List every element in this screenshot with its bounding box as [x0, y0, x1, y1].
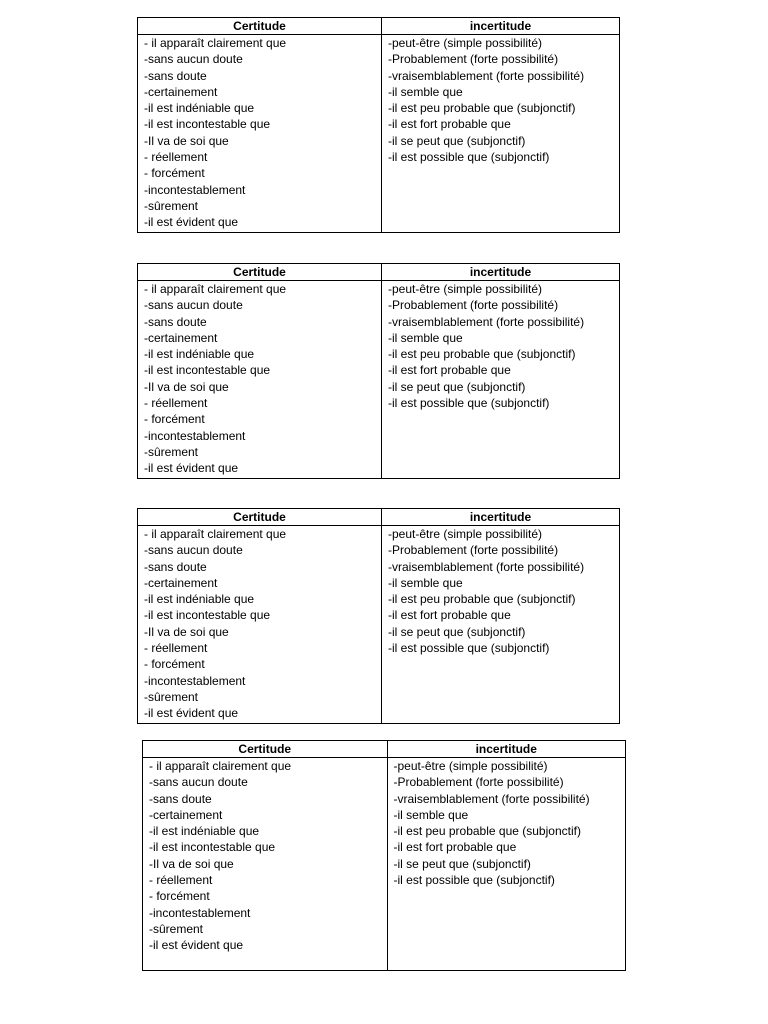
- list-item: -incontestablement: [144, 428, 246, 443]
- list-item: -il semble que: [388, 575, 463, 590]
- list-item: -incontestablement: [144, 673, 246, 688]
- list-item: -incontestablement: [144, 182, 246, 197]
- list-item: -vraisemblablement (forte possibilité): [388, 68, 585, 83]
- content-row: [138, 35, 620, 233]
- list-item: -Probablement (forte possibilité): [388, 52, 559, 67]
- list-item: -Probablement (forte possibilité): [393, 775, 564, 790]
- incertitude-cell: [387, 758, 626, 971]
- list-item: - il apparaît clairement que: [144, 282, 287, 296]
- list-item: -il est peu probable que (subjonctif): [393, 824, 581, 839]
- certitude-table-4: [142, 740, 626, 971]
- list-item: -incontestablement: [149, 905, 251, 920]
- list-item: -il est peu probable que (subjonctif): [388, 592, 576, 607]
- incertitude-cell: [382, 35, 620, 233]
- incertitude-list: [388, 526, 613, 656]
- list-item: -Il va de soi que: [144, 133, 229, 148]
- list-item: -sûrement: [144, 198, 199, 213]
- header-row: [138, 509, 620, 526]
- list-item: -Il va de soi que: [149, 856, 234, 871]
- list-item: -il est incontestable que: [144, 363, 271, 378]
- list-item: -peut-être (simple possibilité): [388, 527, 543, 541]
- header-incertitude: incertitude: [382, 509, 620, 526]
- header-row: [138, 264, 620, 281]
- list-item: -sans doute: [144, 314, 207, 329]
- header-certitude: Certitude: [138, 264, 382, 281]
- certitude-list: [144, 35, 375, 231]
- list-item: -il est fort probable que: [388, 117, 511, 132]
- list-item: -peut-être (simple possibilité): [388, 36, 543, 50]
- list-item: - forcément: [144, 412, 205, 427]
- certitude-table-3: [137, 508, 620, 724]
- list-item: -vraisemblablement (forte possibilité): [388, 314, 585, 329]
- list-item: -sans aucun doute: [144, 52, 243, 67]
- list-item: -il est indéniable que: [149, 824, 260, 839]
- list-item: -sans doute: [149, 791, 212, 806]
- header-incertitude: incertitude: [387, 741, 626, 758]
- header-incertitude: incertitude: [382, 264, 620, 281]
- list-item: -il est incontestable que: [144, 117, 271, 132]
- incertitude-cell: [382, 526, 620, 724]
- list-item: -il est peu probable que (subjonctif): [388, 347, 576, 362]
- certitude-list: [149, 758, 381, 954]
- list-item: -il semble que: [388, 84, 463, 99]
- list-item: -il est fort probable que: [388, 363, 511, 378]
- list-item: -sans doute: [144, 68, 207, 83]
- incertitude-list: [388, 35, 613, 165]
- incertitude-list: [394, 758, 620, 888]
- header-certitude: Certitude: [138, 509, 382, 526]
- incertitude-list: [388, 281, 613, 411]
- list-item: -certainement: [149, 807, 223, 822]
- list-item: -il semble que: [393, 807, 469, 822]
- certitude-cell: [138, 35, 382, 233]
- certitude-cell: [138, 281, 382, 479]
- list-item: - il apparaît clairement que: [149, 759, 292, 773]
- list-item: -certainement: [144, 84, 218, 99]
- list-item: -vraisemblablement (forte possibilité): [393, 791, 590, 806]
- header-row: [138, 18, 620, 35]
- incertitude-cell: [382, 281, 620, 479]
- list-item: - réellement: [144, 150, 208, 165]
- header-certitude: Certitude: [143, 741, 388, 758]
- list-item: -sûrement: [144, 689, 199, 704]
- list-item: -il est possible que (subjonctif): [388, 641, 550, 656]
- list-item: -il est peu probable que (subjonctif): [388, 101, 576, 116]
- list-item: -vraisemblablement (forte possibilité): [388, 559, 585, 574]
- content-row: [143, 758, 626, 971]
- certitude-list: [144, 281, 375, 477]
- list-item: - il apparaît clairement que: [144, 36, 287, 50]
- list-item: -il se peut que (subjonctif): [388, 379, 526, 394]
- list-item: -Il va de soi que: [144, 624, 229, 639]
- list-item: -Probablement (forte possibilité): [388, 543, 559, 558]
- header-certitude: Certitude: [138, 18, 382, 35]
- list-item: -il est indéniable que: [144, 592, 255, 607]
- list-item: -il se peut que (subjonctif): [393, 856, 531, 871]
- certitude-cell: [143, 758, 388, 971]
- list-item: -il est fort probable que: [388, 608, 511, 623]
- content-row: [138, 526, 620, 724]
- list-item: -il est fort probable que: [393, 840, 517, 855]
- list-item: -sûrement: [149, 921, 204, 936]
- certitude-table-1: [137, 17, 620, 233]
- list-item: -il se peut que (subjonctif): [388, 624, 526, 639]
- list-item: -il est évident que: [144, 215, 239, 230]
- list-item: -Probablement (forte possibilité): [388, 298, 559, 313]
- list-item: -il est indéniable que: [144, 347, 255, 362]
- list-item: -sans aucun doute: [144, 298, 243, 313]
- list-item: -il se peut que (subjonctif): [388, 133, 526, 148]
- list-item: - forcément: [144, 657, 205, 672]
- list-item: -il est possible que (subjonctif): [393, 873, 555, 888]
- list-item: - forcément: [144, 166, 205, 181]
- list-item: - il apparaît clairement que: [144, 527, 287, 541]
- header-row: [143, 741, 626, 758]
- list-item: -Il va de soi que: [144, 379, 229, 394]
- certitude-table-2: [137, 263, 620, 479]
- list-item: -il est incontestable que: [149, 840, 276, 855]
- list-item: -sans doute: [144, 559, 207, 574]
- list-item: -il est évident que: [144, 706, 239, 721]
- list-item: -il est possible que (subjonctif): [388, 396, 550, 411]
- list-item: -il semble que: [388, 330, 463, 345]
- certitude-cell: [138, 526, 382, 724]
- header-incertitude: incertitude: [382, 18, 620, 35]
- list-item: -il est évident que: [144, 461, 239, 476]
- list-item: -il est incontestable que: [144, 608, 271, 623]
- list-item: - réellement: [144, 641, 208, 656]
- list-item: -peut-être (simple possibilité): [388, 282, 543, 296]
- content-row: [138, 281, 620, 479]
- list-item: -sans aucun doute: [149, 775, 248, 790]
- list-item: - réellement: [144, 396, 208, 411]
- list-item: -sûrement: [144, 444, 199, 459]
- list-item: - forcément: [149, 889, 210, 904]
- list-item: -certainement: [144, 575, 218, 590]
- list-item: -sans aucun doute: [144, 543, 243, 558]
- list-item: -il est possible que (subjonctif): [388, 150, 550, 165]
- list-item: -peut-être (simple possibilité): [393, 759, 548, 773]
- list-item: - réellement: [149, 873, 213, 888]
- list-item: -il est évident que: [149, 938, 244, 953]
- list-item: -il est indéniable que: [144, 101, 255, 116]
- certitude-list: [144, 526, 375, 722]
- list-item: -certainement: [144, 330, 218, 345]
